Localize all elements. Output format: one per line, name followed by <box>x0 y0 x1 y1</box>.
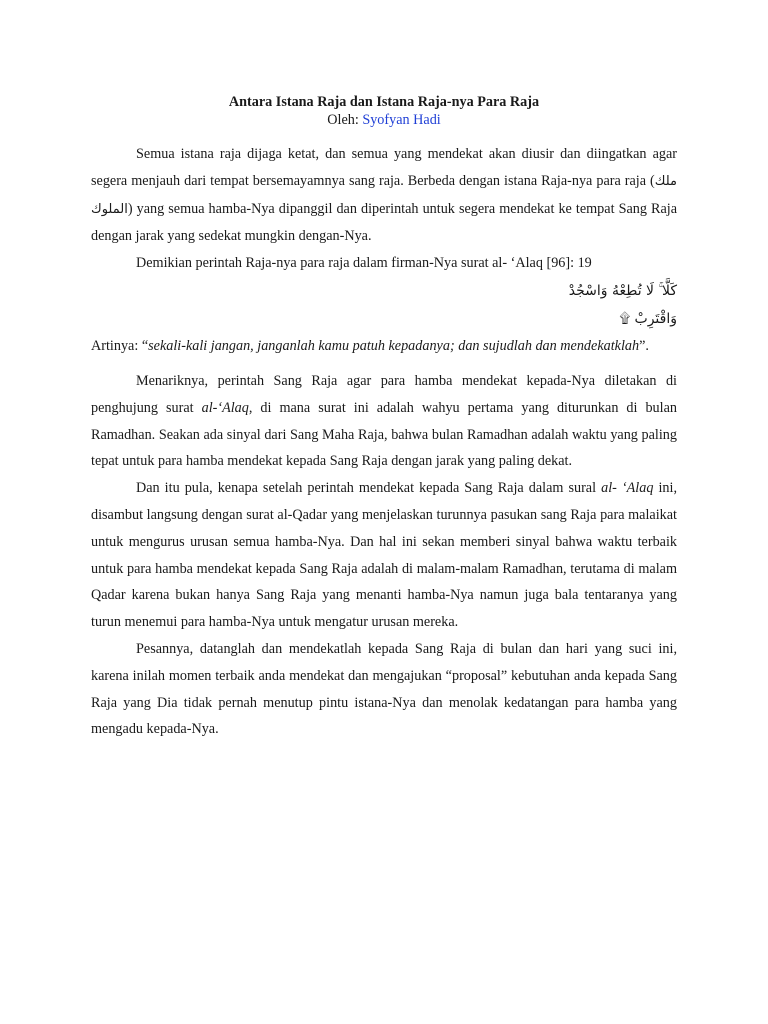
verse-translation <box>91 337 677 356</box>
quran-verse-line-1: كَلَّا ۚ لَا تُطِعْهُ وَاسْجُدْ <box>568 282 677 299</box>
paragraph-4 <box>91 475 677 636</box>
translation-label: Artinya: “ <box>91 337 149 354</box>
paragraph-2: Demikian perintah Raja-nya para raja dalam firman-Nya surat al- ‘Alaq [96]: 19 <box>136 255 592 272</box>
byline-prefix: Oleh: <box>327 112 363 128</box>
author-name: Syofyan Hadi <box>362 112 441 128</box>
paragraph-3-text-b: , di mana surat ini adalah wahyu pertama yang diturunkan di bulan Ramadhan. Seakan ada sinyal dari Sang Maha Raja, bahwa bulan Ramadhan adalah waktu yang paling tepat untuk para hamba mendekat kepada Sang Raja dengan jarak yang paling dekat. <box>91 399 677 470</box>
translation-text: sekali-kali jangan, janganlah kamu patuh kepadanya; dan sujudlah dan mendekatklah <box>148 337 640 354</box>
article-body <box>91 93 677 743</box>
byline <box>91 111 677 129</box>
article-title: Antara Istana Raja dan Istana Raja-nya Para Raja <box>228 94 540 110</box>
paragraph-3-italic: al-‘Alaq <box>201 399 249 416</box>
paragraph-4-italic: al- ‘Alaq <box>601 480 654 497</box>
paragraph-5: Pesannya, datanglah dan mendekatlah kepada Sang Raja di bulan dan hari yang suci ini, karena inilah momen terbaik anda mendekat dan mengajukan “proposal” kebutuhan anda kepada Sang Raja yang Dia tidak pernah menutup pintu istana-Nya dan menolak kedatangan para hamba yang mengadu kepada-Nya. <box>91 640 677 738</box>
quran-verse-line-2: وَاقْتَرِبْ ۩ <box>619 310 677 327</box>
paragraph-4-text-a: Dan itu pula, kenapa setelah perintah mendekat kepada Sang Raja dalam sural <box>136 480 602 497</box>
paragraph-3 <box>91 368 677 475</box>
paragraph-1 <box>91 141 677 250</box>
quran-verse <box>91 277 677 333</box>
paragraph-4-text-b: ini, disambut langsung dengan surat al-Qadar yang menjelaskan turunnya pasukan sang Raja para malaikat untuk mengurus urusan semua hamba-Nya. Dan hal ini sekan memberi sinyal bahwa waktu terbaik untuk para hamba mendekat kepada Sang Raja adalah di malam-malam Ramadhan, terutama di malam Qadar karena bukan hanya Sang Raja yang menanti hamba-Nya namun juga bala tentaranya yang turun menemui para hamba-Nya untuk mengatur urusan mereka. <box>91 480 678 631</box>
paragraph-1-arabic: ملك الملوك <box>91 173 677 217</box>
translation-end: ”. <box>639 337 649 354</box>
paragraph-1-text-b: ) yang semua hamba-Nya dipanggil dan diperintah untuk segera mendekat ke tempat Sang Raja dengan jarak yang sedekat mungkin dengan-Nya. <box>91 200 677 245</box>
paragraph-1-text-a: Semua istana raja dijaga ketat, dan semua yang mendekat akan diusir dan diingatkan agar segera menjauh dari tempat bersemayamnya sang raja. Berbeda dengan istana Raja-nya para raja ( <box>91 146 677 189</box>
paragraph-3-text-a: Menariknya, perintah Sang Raja agar para hamba mendekat kepada-Nya diletakan di penghujung surat <box>91 372 677 416</box>
